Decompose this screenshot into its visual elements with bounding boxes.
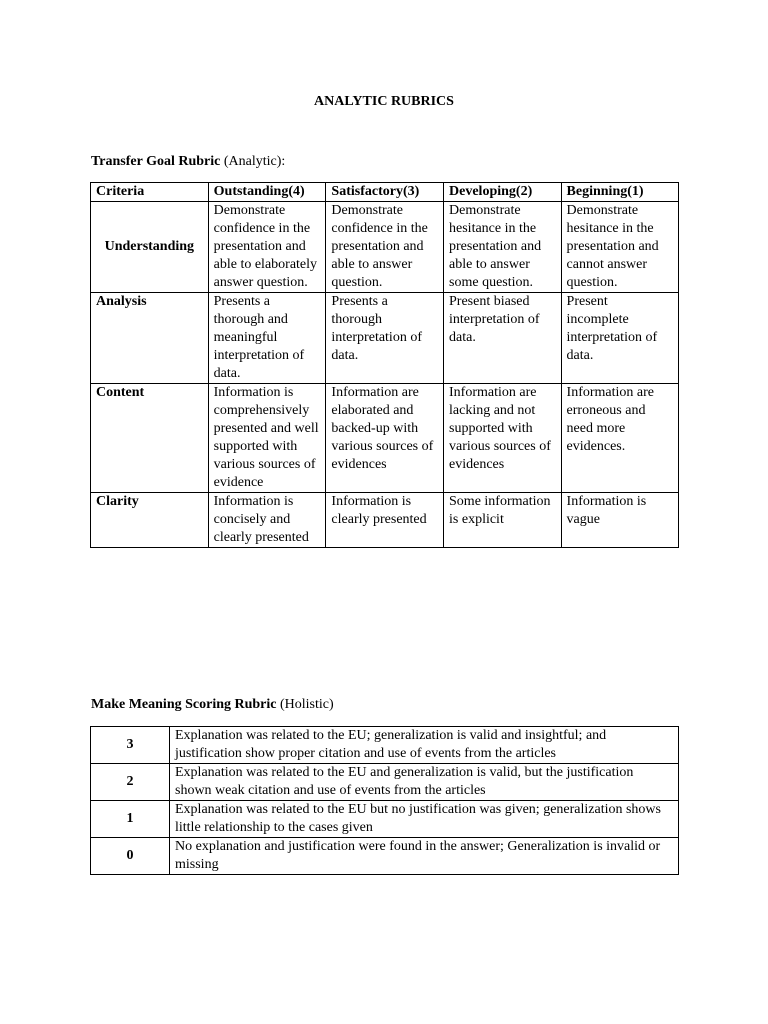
description-cell: No explanation and justification were found in the answer; Generalization is invalid or missing <box>170 838 679 875</box>
description-cell: Explanation was related to the EU and generalization is valid, but the justification shown weak citation and use of events from the articles <box>170 764 679 801</box>
header-satisfactory: Satisfactory(3) <box>326 183 444 202</box>
rubric-cell: Information are erroneous and need more evidences. <box>561 384 678 493</box>
table-row <box>91 293 679 384</box>
rubric-cell: Demonstrate confidence in the presentation and able to answer question. <box>326 202 444 293</box>
rubric-cell: Information is clearly presented <box>326 493 444 548</box>
analytic-rubric-heading-rest: (Analytic): <box>220 154 286 169</box>
rubric-cell: Information is comprehensively presented and well supported with various sources of evidence <box>208 384 326 493</box>
header-developing: Developing(2) <box>444 183 562 202</box>
header-beginning: Beginning(1) <box>561 183 678 202</box>
table-row <box>91 493 679 548</box>
criteria-cell: Clarity <box>91 493 209 548</box>
rubric-cell: Presents a thorough interpretation of data. <box>326 293 444 384</box>
score-cell: 3 <box>91 727 170 764</box>
table-row <box>91 727 679 764</box>
table-row <box>91 202 679 293</box>
rubric-cell: Demonstrate hesitance in the presentation and cannot answer question. <box>561 202 678 293</box>
criteria-cell: Content <box>91 384 209 493</box>
criteria-cell: Understanding <box>91 202 209 293</box>
holistic-rubric-heading-bold: Make Meaning Scoring Rubric <box>91 697 277 712</box>
rubric-cell: Presents a thorough and meaningful interpretation of data. <box>208 293 326 384</box>
rubric-cell: Demonstrate confidence in the presentation and able to elaborately answer question. <box>208 202 326 293</box>
table-row <box>91 384 679 493</box>
header-criteria: Criteria <box>91 183 209 202</box>
criteria-cell: Analysis <box>91 293 209 384</box>
table-row <box>91 764 679 801</box>
holistic-rubric-heading-rest: (Holistic) <box>276 697 334 712</box>
rubric-cell: Some information is explicit <box>444 493 562 548</box>
description-cell: Explanation was related to the EU but no justification was given; generalization shows little relationship to the cases given <box>170 801 679 838</box>
analytic-rubric-heading-bold: Transfer Goal Rubric <box>91 154 221 169</box>
header-outstanding: Outstanding(4) <box>208 183 326 202</box>
score-cell: 0 <box>91 838 170 875</box>
holistic-rubric-heading <box>91 696 334 714</box>
table-row <box>91 838 679 875</box>
score-cell: 1 <box>91 801 170 838</box>
rubric-cell: Demonstrate hesitance in the presentation and able to answer some question. <box>444 202 562 293</box>
table-row <box>91 801 679 838</box>
score-cell: 2 <box>91 764 170 801</box>
description-cell: Explanation was related to the EU; generalization is valid and insightful; and justification show proper citation and use of events from the articles <box>170 727 679 764</box>
page-title: ANALYTIC RUBRICS <box>314 94 454 109</box>
analytic-rubric-heading <box>91 153 285 171</box>
rubric-cell: Information is vague <box>561 493 678 548</box>
rubric-cell: Information are lacking and not supported with various sources of evidences <box>444 384 562 493</box>
table-header-row <box>91 183 679 202</box>
holistic-rubric-table <box>90 726 679 875</box>
rubric-cell: Information is concisely and clearly presented <box>208 493 326 548</box>
rubric-cell: Information are elaborated and backed-up with various sources of evidences <box>326 384 444 493</box>
rubric-cell: Present incomplete interpretation of data. <box>561 293 678 384</box>
analytic-rubric-table <box>90 182 679 548</box>
rubric-cell: Present biased interpretation of data. <box>444 293 562 384</box>
